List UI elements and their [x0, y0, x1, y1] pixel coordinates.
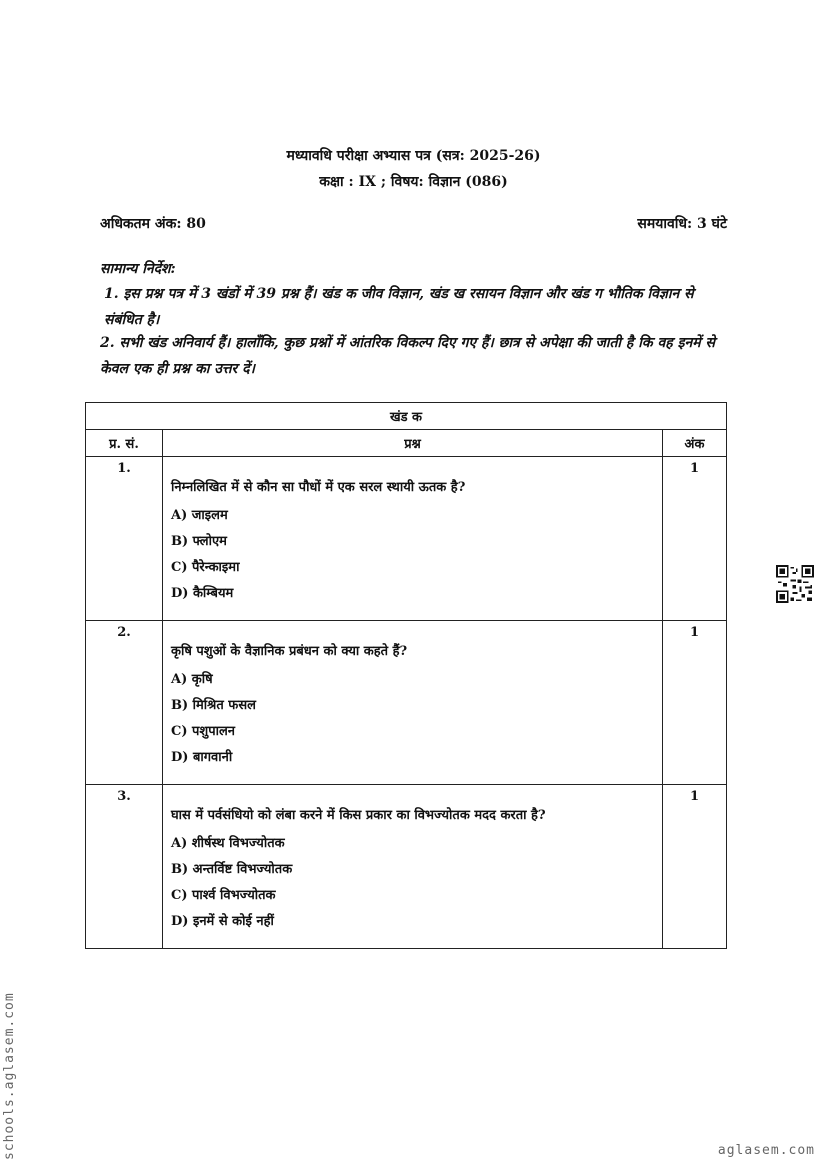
option-c: C) पार्श्व विभज्योतक: [171, 888, 276, 903]
section-title: खंड क: [86, 403, 727, 430]
option-b: B) मिश्रित फसल: [171, 698, 256, 713]
question-marks: 1: [663, 621, 727, 785]
question-cell: [163, 621, 663, 785]
option-a: A) शीर्षस्थ विभज्योतक: [171, 836, 285, 851]
option-d: D) कैम्बियम: [171, 586, 234, 601]
option-c: C) पैरेन्काइमा: [171, 560, 240, 575]
table-row: [86, 785, 727, 949]
table-row: [86, 457, 727, 621]
option-a: A) कृषि: [171, 672, 213, 687]
footer-watermark: aglasem.com: [717, 1143, 815, 1158]
question-cell: [163, 457, 663, 621]
option-d: D) इनमें से कोई नहीं: [171, 914, 274, 929]
column-header-number: प्र. सं.: [86, 430, 163, 457]
table-row: [86, 621, 727, 785]
time-duration: समयावधि: 3 घंटे: [637, 216, 727, 232]
instruction-item-1: 1. इस प्रश्न पत्र में 3 खंडों में 39 प्रश्न हैं। खंड क जीव विज्ञान, खंड ख रसायन विज्ञान और खंड ग भौतिक विज्ञान से संबंधित है।: [104, 286, 694, 328]
question-number: 3.: [86, 785, 163, 949]
option-b: B) अन्तर्विष्ट विभज्योतक: [171, 862, 293, 877]
side-watermark: schools.aglasem.com: [2, 992, 17, 1160]
question-number: 2.: [86, 621, 163, 785]
column-header-marks: अंक: [663, 430, 727, 457]
question-marks: 1: [663, 457, 727, 621]
instructions-heading: सामान्य निर्देश:: [100, 261, 176, 277]
question-marks: 1: [663, 785, 727, 949]
option-c: C) पशुपालन: [171, 724, 236, 739]
max-marks: अधिकतम अंक: 80: [100, 216, 206, 232]
option-a: A) जाइलम: [171, 508, 228, 523]
question-text: घास में पर्वसंधियो को लंबा करने में किस प्रकार का विभज्योतक मदद करता है?: [171, 808, 546, 823]
question-number: 1.: [86, 457, 163, 621]
question-table: [85, 402, 727, 949]
qr-code-icon: [776, 565, 814, 603]
option-d: D) बागवानी: [171, 750, 233, 765]
option-b: B) फ्लोएम: [171, 534, 227, 549]
question-text: कृषि पशुओं के वैज्ञानिक प्रबंधन को क्या कहते हैं?: [171, 644, 408, 659]
question-cell: [163, 785, 663, 949]
class-subject: कक्षा : IX ; विषय: विज्ञान (086): [319, 174, 508, 190]
column-header-question: प्रश्न: [163, 430, 663, 457]
instruction-item-2: 2. सभी खंड अनिवार्य हैं। हालाँकि, कुछ प्रश्नों में आंतरिक विकल्प दिए गए हैं। छात्र से अपेक्षा की जाती है कि वह इनमें से केवल एक ही प्रश्न का उत्तर दें।: [100, 335, 715, 377]
paper-title: मध्यावधि परीक्षा अभ्यास पत्र (सत्र: 2025-26): [286, 148, 541, 164]
question-text: निम्नलिखित में से कौन सा पौधों में एक सरल स्थायी ऊतक है?: [171, 480, 466, 495]
